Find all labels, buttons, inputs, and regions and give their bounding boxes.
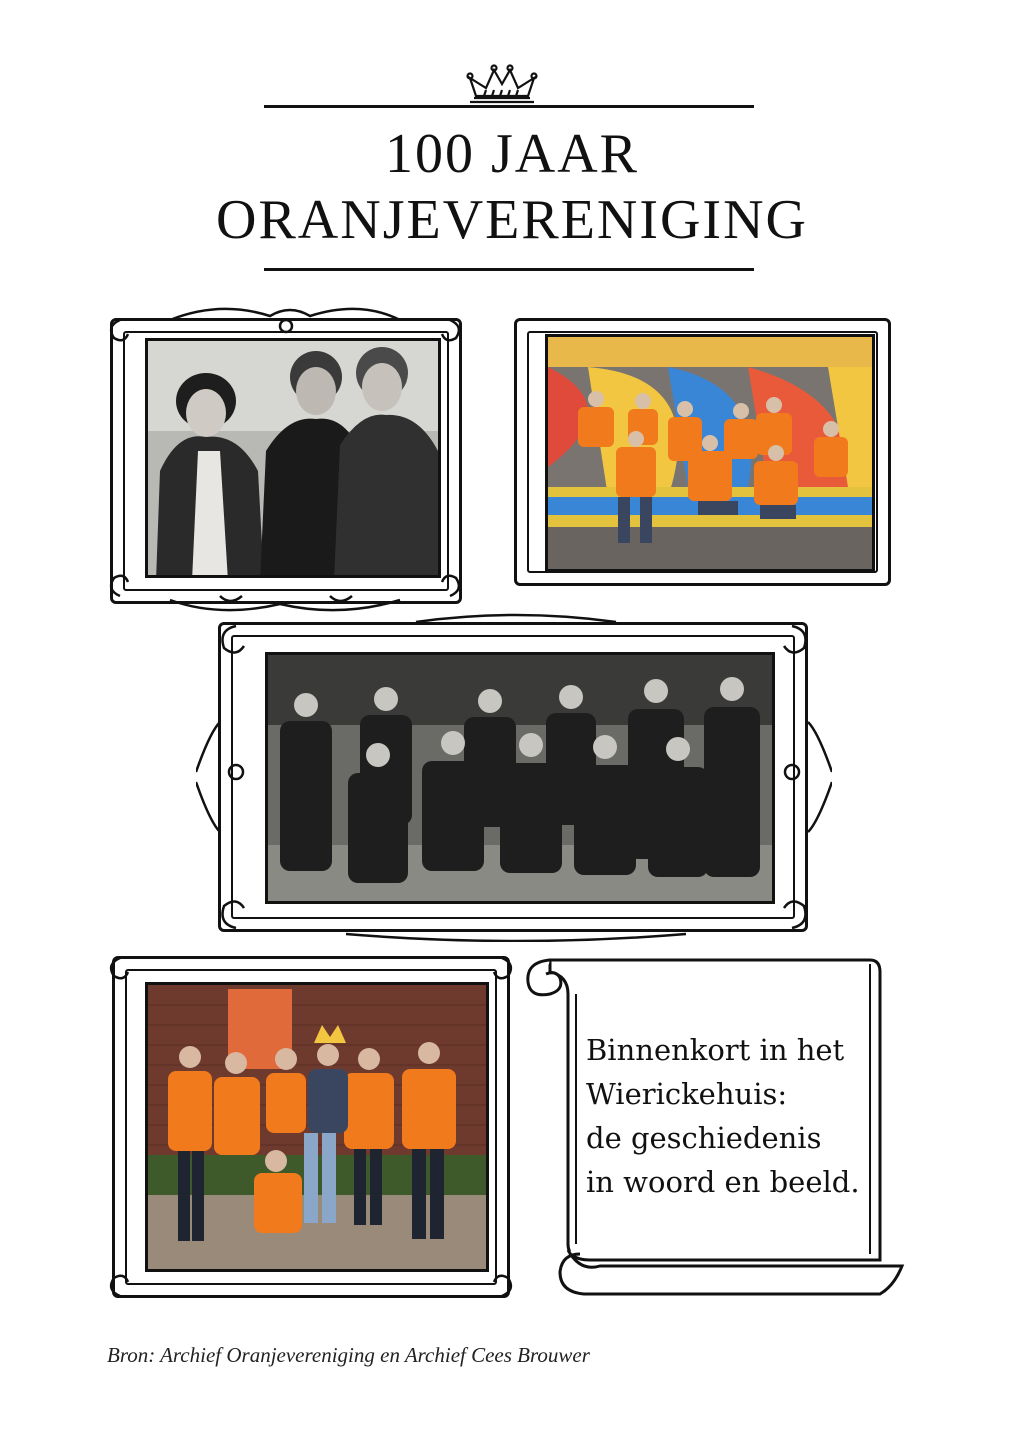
photo-image: [268, 655, 775, 904]
scroll-line-4: in woord en beeld.: [586, 1165, 860, 1199]
scroll-line-2: Wierickehuis:: [586, 1077, 788, 1111]
photo-group-bouncy-castle: [545, 334, 875, 572]
scroll-line-1: Binnenkort in het: [586, 1033, 845, 1067]
photo-image: [148, 341, 441, 578]
photo-image: [148, 985, 489, 1272]
crown-icon: [464, 62, 540, 108]
title-line-2: ORANJEVERENIGING: [216, 189, 808, 251]
photo-image: [548, 337, 875, 572]
photo-group-orange-shirts: [145, 982, 489, 1272]
scroll-line-3: de geschiedenis: [586, 1121, 822, 1155]
photo-historic-men-group: [265, 652, 775, 904]
top-rule: [264, 105, 754, 108]
source-credit: Bron: Archief Oranjevereniging en Archief Cees Brouwer: [107, 1343, 590, 1367]
photo-three-women: [145, 338, 441, 578]
scroll-text: [586, 1028, 876, 1204]
title-line-1: 100 JAAR: [384, 123, 640, 185]
bottom-rule: [264, 268, 754, 271]
